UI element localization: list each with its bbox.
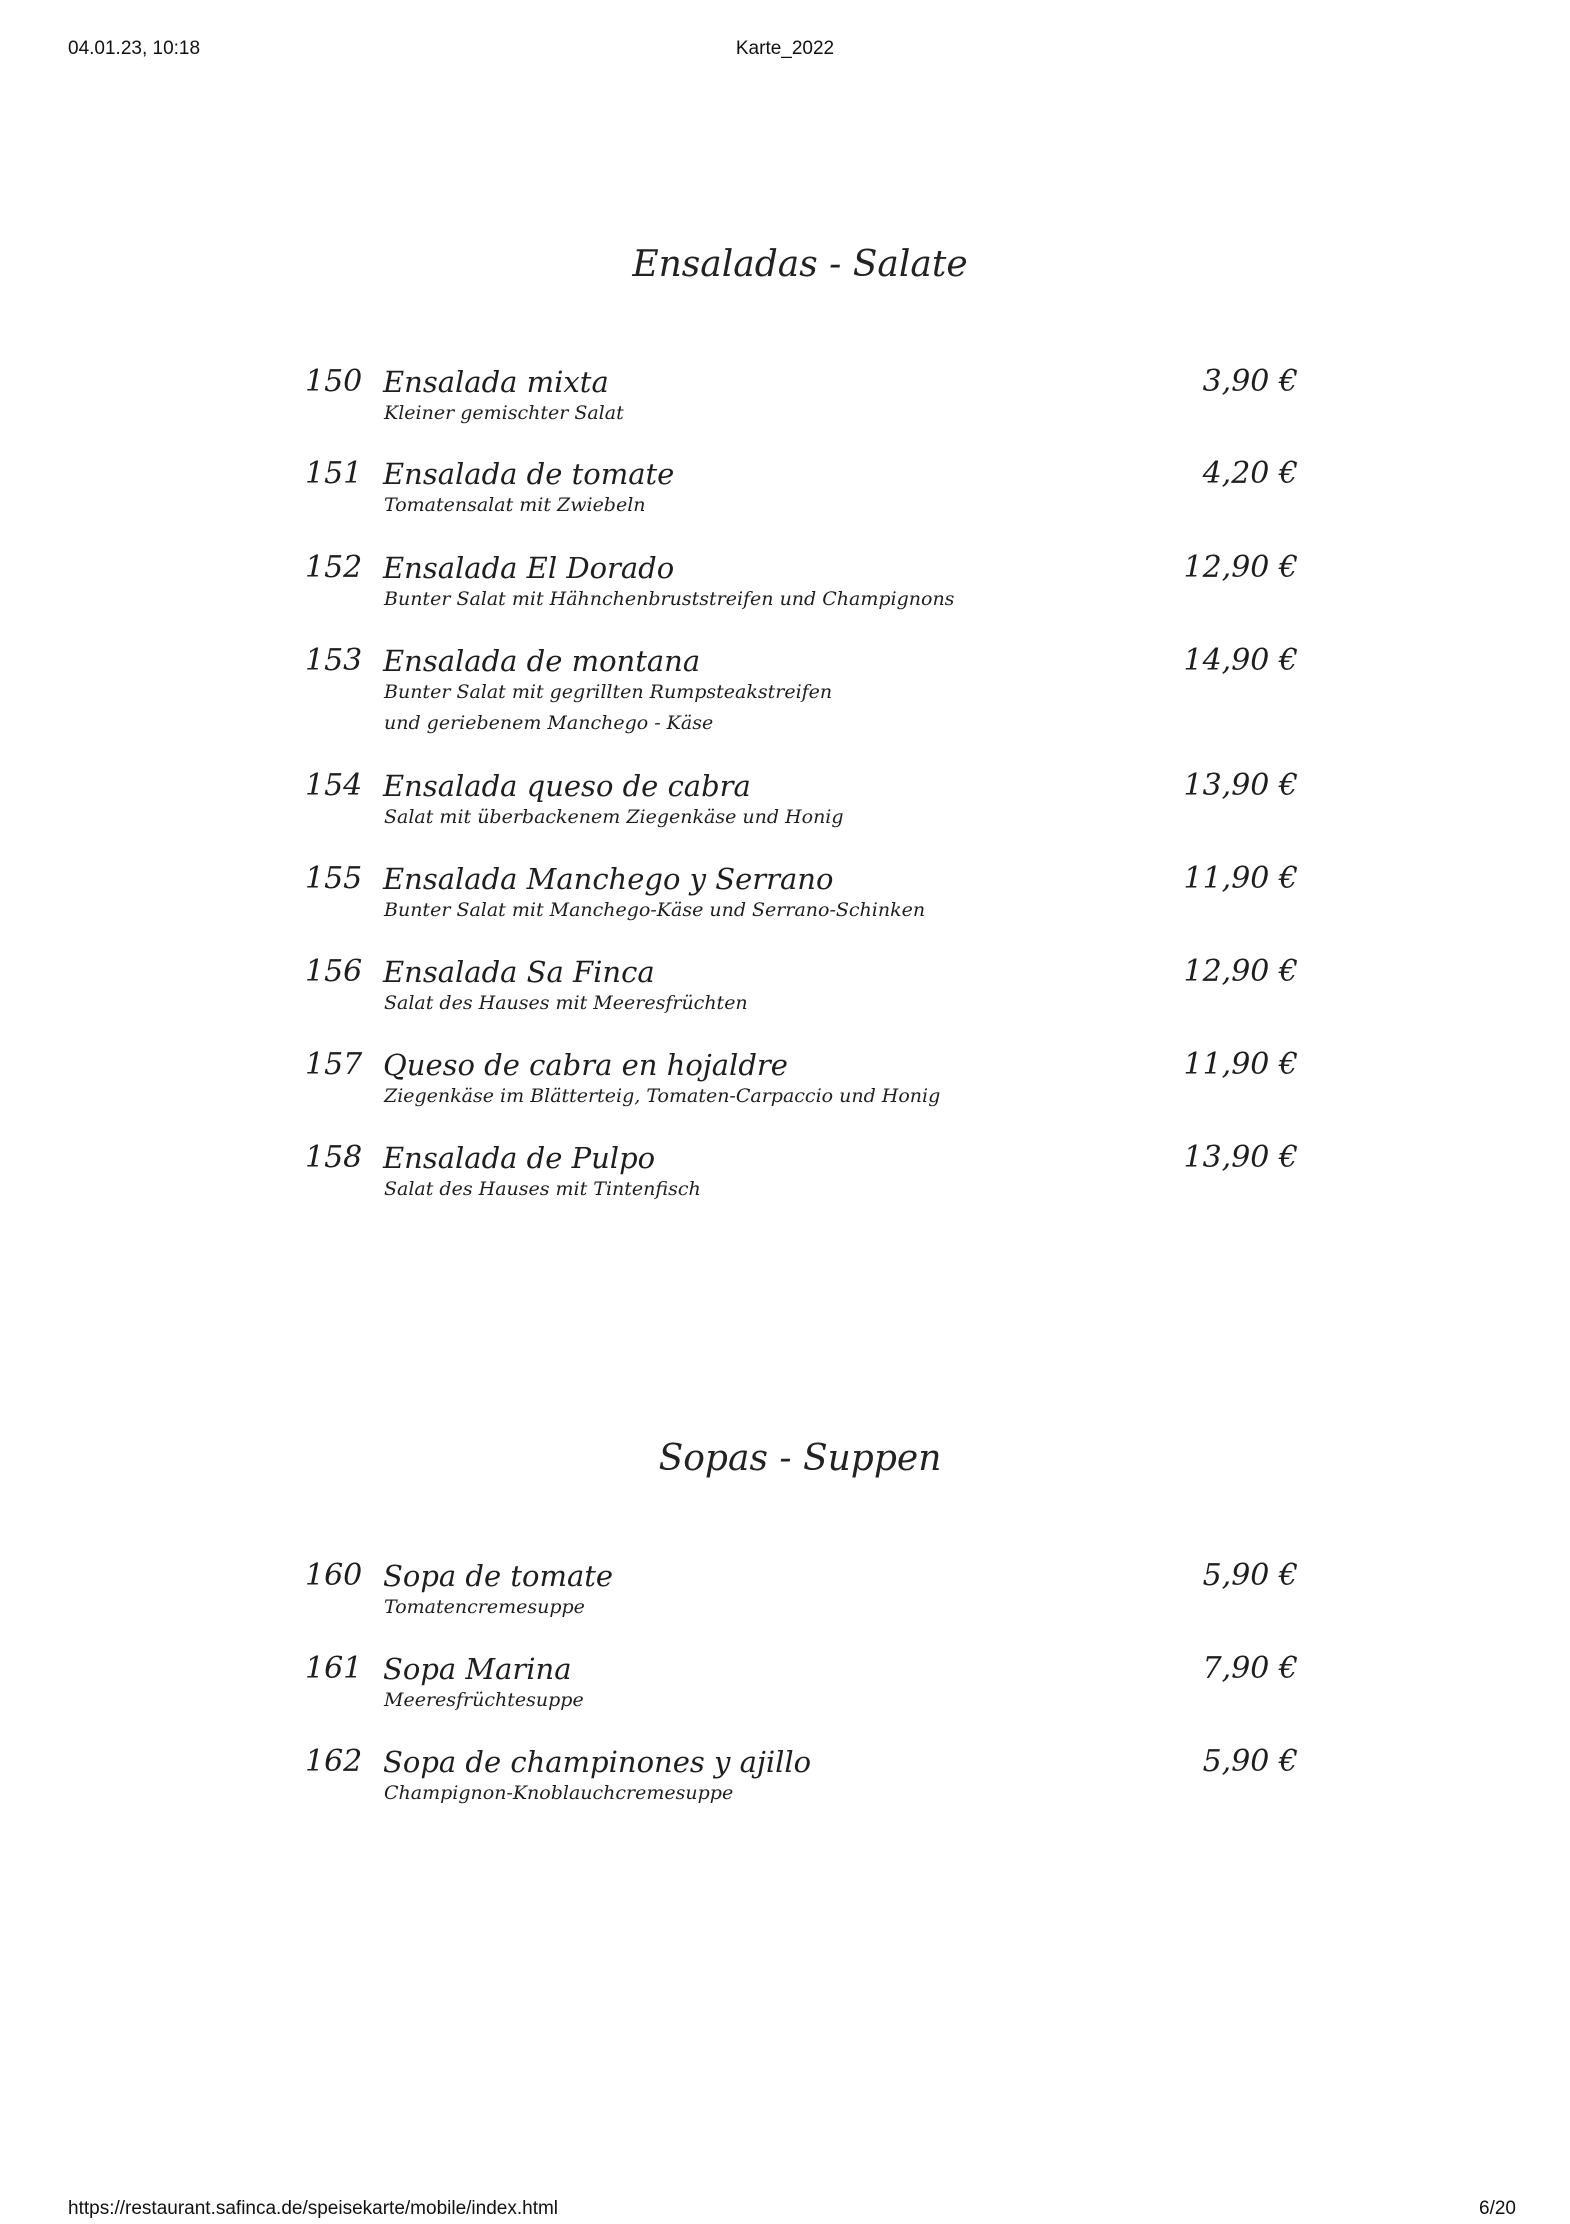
item-description: Champignon-Knoblauchcremesuppe	[384, 1782, 734, 1804]
item-description: Salat des Hauses mit Tintenfisch	[384, 1178, 701, 1200]
item-name: Ensalada de Pulpo	[383, 1141, 656, 1175]
item-description: Bunter Salat mit Hähnchenbruststreifen und Champignons	[384, 588, 955, 610]
item-number: 152	[305, 550, 363, 585]
item-price: 12,90 €	[1183, 550, 1298, 585]
item-price: 12,90 €	[1183, 954, 1298, 989]
item-number: 150	[305, 364, 363, 399]
item-price: 11,90 €	[1183, 861, 1298, 896]
item-description: Tomatencremesuppe	[384, 1596, 585, 1618]
item-number: 158	[305, 1140, 363, 1175]
item-name: Ensalada queso de cabra	[383, 769, 751, 803]
item-number: 151	[305, 456, 363, 491]
print-footer	[0, 2198, 1570, 2224]
item-description: Tomatensalat mit Zwiebeln	[384, 494, 646, 516]
item-price: 11,90 €	[1183, 1047, 1298, 1082]
item-number: 155	[305, 861, 363, 896]
page-number: 6/20	[1479, 2198, 1516, 2219]
source-url: https://restaurant.safinca.de/speisekarte/mobile/index.html	[68, 2198, 559, 2219]
item-number: 156	[305, 954, 363, 989]
item-description: Salat mit überbackenem Ziegenkäse und Honig	[384, 806, 844, 828]
item-number: 157	[305, 1047, 363, 1082]
item-price: 14,90 €	[1183, 643, 1298, 678]
item-number: 161	[305, 1651, 363, 1686]
print-header	[0, 38, 1570, 64]
item-name: Queso de cabra en hojaldre	[383, 1048, 788, 1082]
item-name: Ensalada de montana	[383, 644, 701, 678]
item-number: 160	[305, 1558, 363, 1593]
item-name: Ensalada mixta	[383, 365, 609, 399]
item-price: 5,90 €	[1202, 1744, 1298, 1779]
item-name: Ensalada Sa Finca	[383, 955, 655, 989]
item-name: Ensalada Manchego y Serrano	[383, 862, 834, 896]
item-number: 154	[305, 768, 363, 803]
item-number: 162	[305, 1744, 363, 1779]
item-description: Bunter Salat mit gegrillten Rumpsteakstreifen und geriebenem Manchego - Käse	[384, 681, 833, 734]
document-title: Karte_2022	[735, 38, 835, 59]
item-description: Meeresfrüchtesuppe	[384, 1689, 584, 1711]
item-description: Ziegenkäse im Blätterteig, Tomaten-Carpaccio und Honig	[384, 1085, 941, 1107]
print-date: 04.01.23, 10:18	[68, 38, 201, 59]
item-price: 13,90 €	[1183, 768, 1298, 803]
section-title-soups: Sopas - Suppen	[658, 1438, 942, 1479]
item-description: Kleiner gemischter Salat	[384, 402, 624, 424]
item-price: 13,90 €	[1183, 1140, 1298, 1175]
item-name: Ensalada de tomate	[383, 457, 675, 491]
item-price: 7,90 €	[1202, 1651, 1298, 1686]
item-description: Salat des Hauses mit Meeresfrüchten	[384, 992, 748, 1014]
item-price: 5,90 €	[1202, 1558, 1298, 1593]
item-price: 4,20 €	[1202, 456, 1298, 491]
item-number: 153	[305, 643, 363, 678]
item-name: Sopa Marina	[383, 1652, 572, 1686]
section-title-salads: Ensaladas - Salate	[632, 244, 968, 285]
item-name: Sopa de champinones y ajillo	[383, 1745, 812, 1779]
item-description: Bunter Salat mit Manchego-Käse und Serrano-Schinken	[384, 899, 926, 921]
item-name: Sopa de tomate	[383, 1559, 614, 1593]
item-price: 3,90 €	[1202, 364, 1298, 399]
item-name: Ensalada El Dorado	[383, 551, 675, 585]
